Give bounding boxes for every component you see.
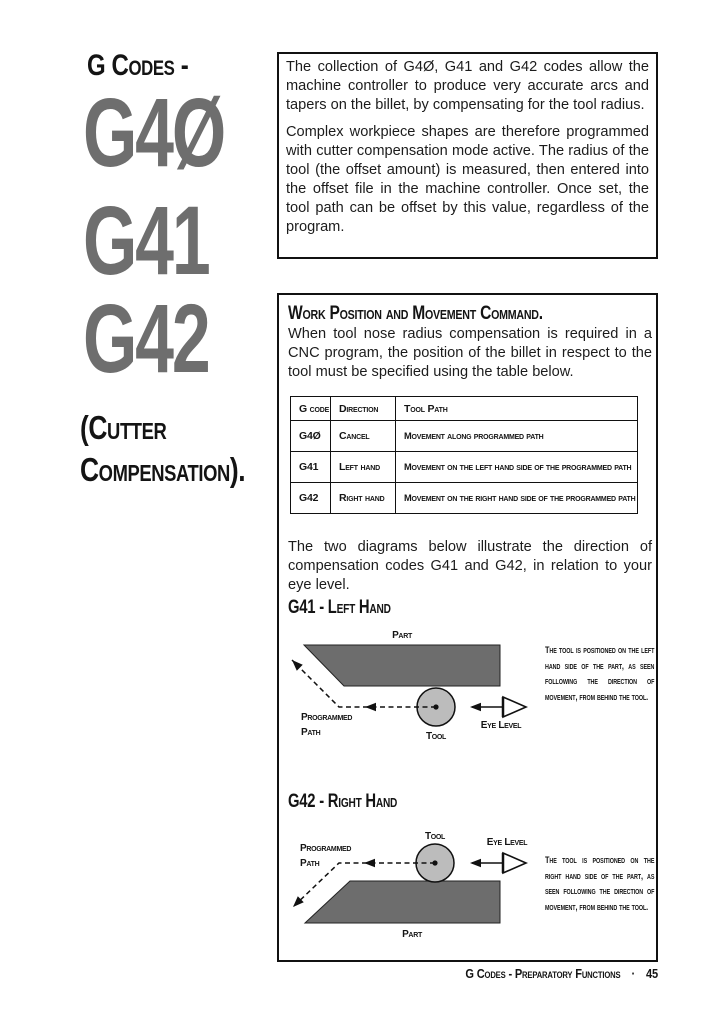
g41-eye-level-label: Eye Level (480, 720, 522, 731)
g42-path-arrowhead (364, 859, 375, 867)
intro-paragraph-1: The collection of G4Ø, G41 and G42 codes allow the machine controller to produce very accurate arcs and tapers on the billet, by compensating for the tool radius. (286, 59, 649, 113)
table-cell: Right hand (331, 483, 396, 514)
g41-tool-label: Tool (425, 731, 447, 742)
g42-part-label: Part (402, 929, 422, 940)
header-gcode: G code (291, 397, 331, 421)
g41-heading: G41 - Left Hand (288, 597, 391, 618)
g42-part-shape (305, 881, 500, 923)
g42-tool-center-dot (432, 860, 437, 865)
table-row (291, 452, 638, 483)
table-cell: Cancel (331, 421, 396, 452)
main-box (277, 293, 658, 962)
table-row (291, 421, 638, 452)
g41-tool-center-dot (433, 704, 438, 709)
g42-eye-arrowhead (470, 859, 481, 867)
g41-eye-arrowhead (470, 703, 481, 711)
table-row (291, 483, 638, 514)
table-cell: Movement on the left hand side of the programmed path (396, 452, 638, 483)
code-g42: G42 (83, 284, 209, 393)
g42-heading: G42 - Right Hand (288, 791, 398, 812)
code-g41: G41 (83, 186, 209, 295)
g41-part-label: Part (392, 630, 412, 641)
header-tool-path: Tool Path (396, 397, 638, 421)
footer-text: G Codes - Preparatory Functions (465, 966, 621, 981)
g41-part-shape (304, 645, 500, 686)
g41-programmed-path-label (301, 710, 352, 740)
g41-path-label-line: Path (301, 727, 321, 738)
table-cell: G4Ø (291, 421, 331, 452)
table-cell: G42 (291, 483, 331, 514)
page-subtitle (80, 407, 245, 491)
g41-programmed-label-line: Programmed (301, 712, 353, 723)
g42-eye-level-label: Eye Level (486, 837, 528, 848)
table-cell: Movement on the right hand side of the programmed path (396, 483, 638, 514)
g41-path-arrowhead (365, 703, 376, 711)
subtitle-line-2: Compensation). (80, 451, 246, 488)
intro-paragraph-2: Complex workpiece shapes are therefore programmed with cutter compensation mode active. The radius of the tool (the offset amount) is measured, then entered into the offset file in the machine controller. Once set, the tool path can be offset by this value, regardless of the program. (286, 124, 649, 235)
diagrams-intro: The two diagrams below illustrate the direction of compensation codes G41 and G42, in relation to your eye level. (288, 539, 652, 593)
g41-eye-icon (503, 697, 526, 717)
gcode-table (290, 396, 638, 514)
g42-note: The tool is positioned on the right hand side of the part, as seen following the direction of movement, from behind the tool. (545, 855, 655, 913)
g42-eye-icon (503, 853, 526, 873)
g42-programmed-path-label (300, 841, 351, 871)
code-g40: G4Ø (83, 78, 225, 187)
g42-tool-label: Tool (424, 831, 446, 842)
table-header-row (291, 397, 638, 421)
g41-path-end-arrowhead (289, 657, 303, 671)
g42-path-label-line: Path (300, 858, 320, 869)
section-heading: Work Position and Movement Command. (288, 303, 543, 324)
footer-page-number: 45 (646, 966, 658, 981)
subtitle-line-1: (Cutter (80, 409, 167, 446)
page-footer (99, 966, 658, 981)
table-cell: Left hand (331, 452, 396, 483)
page-title: G Codes - (87, 49, 189, 82)
g41-note: The tool is positioned on the left hand side of the part, as seen following the direction of movement, from behind the tool. (545, 645, 655, 703)
header-direction: Direction (331, 397, 396, 421)
section-intro: When tool nose radius compensation is required in a CNC program, the position of the billet in respect to the tool must be specified using the table below. (288, 326, 652, 380)
footer-separator: · (631, 966, 635, 981)
g42-programmed-label-line: Programmed (300, 843, 352, 854)
intro-box (277, 52, 658, 259)
table-cell: Movement along programmed path (396, 421, 638, 452)
table-cell: G41 (291, 452, 331, 483)
